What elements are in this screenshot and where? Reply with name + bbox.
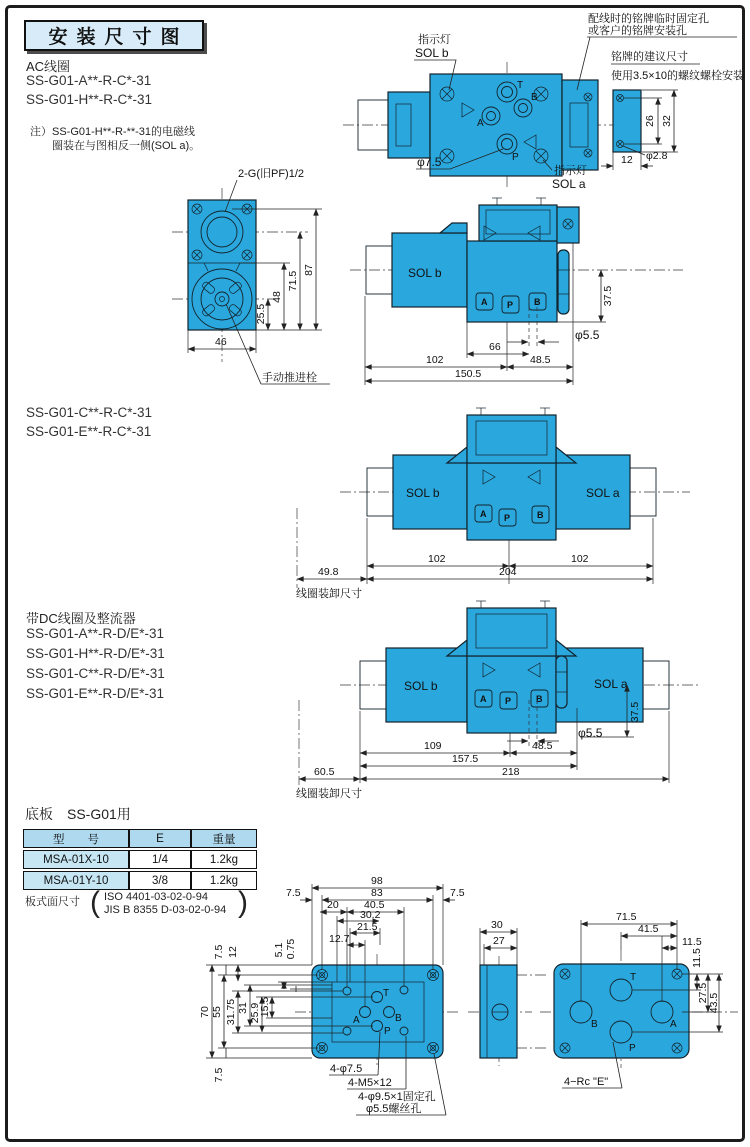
port-label-p: P [384, 1026, 391, 1037]
indicator-a-label: 指示灯 [554, 165, 587, 177]
dim-label: 27.5 [697, 982, 709, 1004]
sol-a-label: SOL a [594, 677, 628, 691]
dim-label: 43.5 [708, 992, 720, 1014]
dim-label: 32 [661, 115, 673, 127]
hole-dia-label: φ7.5 [417, 155, 442, 169]
dim-label: 48.5 [530, 354, 551, 366]
dim-label: 25.5 [255, 303, 267, 325]
standard-iso: ISO 4401-03-02-0-94 [104, 891, 208, 903]
dim-label: 40.5 [364, 899, 385, 911]
page-title: 安装尺寸图 [48, 27, 189, 48]
ac-model-1: SS-G01-A**-R-C*-31 [26, 73, 152, 88]
cell-weight: 1.2kg [191, 871, 257, 890]
dim-label: 157.5 [452, 753, 479, 765]
dim-label: 66 [489, 341, 501, 353]
cell-model: MSA-01X-10 [23, 850, 129, 869]
dc-heading: 带DC线圈及整流器 [26, 611, 136, 626]
table-row [23, 871, 257, 890]
port-label-a: A [670, 1019, 677, 1030]
subplate-heading: 底板 SS-G01用 [25, 806, 131, 822]
indicator-b-label: 指示灯 [418, 34, 451, 46]
port-label-t: T [383, 988, 390, 999]
indicator-b-sol: SOL b [415, 46, 449, 60]
plate-ann-fix1: 4-φ9.5×1固定孔 [358, 1091, 436, 1103]
hole-dia-label: φ5.5 [578, 726, 603, 740]
dim-label: 46 [215, 336, 227, 348]
dim-label: 11.5 [691, 948, 703, 968]
dim-label: 204 [499, 566, 517, 578]
nameplate-note2: 或客户的铭牌安装孔 [588, 25, 687, 37]
ce-model-2: SS-G01-E**-R-C*-31 [26, 424, 152, 439]
dim-label: 7.5 [286, 887, 301, 899]
dim-label: 12 [227, 946, 239, 958]
dim-label: 7.5 [450, 887, 465, 899]
sol-b-label: SOL b [406, 486, 440, 500]
symbol-a: A [481, 297, 488, 307]
page-title-box [24, 20, 204, 51]
drawing-subplate-face [540, 911, 738, 1088]
dim-label: 41.5 [638, 923, 659, 935]
indicator-a-sol: SOL a [552, 177, 586, 191]
port-label-a: A [477, 118, 484, 129]
dim-label: 31 [237, 1002, 249, 1014]
col-header-e: E [129, 829, 191, 848]
dim-label: 30.2 [360, 909, 381, 921]
sol-a-label: SOL a [586, 486, 620, 500]
hole-dia-label: φ2.8 [646, 150, 668, 162]
plate-ann-screws: 4-M5×12 [348, 1077, 392, 1089]
plate-ann-holes: 4-φ7.5 [330, 1063, 363, 1075]
table-header-row [23, 829, 257, 848]
dim-label: 37.5 [602, 285, 614, 307]
dim-label: 83 [371, 887, 383, 899]
drawing-nameplate-detail [601, 49, 744, 170]
dim-label: 102 [571, 553, 589, 565]
symbol-p: P [504, 513, 511, 523]
symbol-a: A [480, 509, 487, 519]
dim-label: 26 [644, 115, 656, 127]
cell-e: 3/8 [129, 871, 191, 890]
cell-weight: 1.2kg [191, 850, 257, 869]
nameplate-screw-note: 使用3.5×10的螺纹螺栓安装 [611, 70, 744, 82]
drawing-front-view [172, 166, 330, 384]
dim-label: 109 [424, 740, 442, 752]
ac-note-line2: 圈装在与图相反一侧(SOL a)。 [52, 140, 201, 152]
dc-model-4: SS-G01-E**-R-D/E*-31 [26, 686, 165, 701]
dim-label: 12.7 [329, 933, 350, 945]
sol-b-label: SOL b [408, 266, 442, 280]
standard-jis: JIS B 8355 D-03-02-0-94 [104, 904, 227, 916]
dc-model-2: SS-G01-H**-R-D/E*-31 [26, 646, 165, 661]
subplate-table [23, 827, 257, 892]
port-label-p: P [629, 1043, 636, 1054]
dim-label: 102 [426, 354, 444, 366]
port-label-a: A [353, 1015, 360, 1026]
coil-removal-note: 线圈装卸尺寸 [296, 788, 362, 800]
dim-label: 60.5 [314, 766, 335, 778]
port-label-t: T [630, 972, 637, 983]
dim-label: 25.9 [249, 1002, 261, 1024]
dim-label: 218 [502, 766, 520, 778]
rc-port-annotation: 4−Rc "E" [564, 1076, 609, 1088]
table-row [23, 850, 257, 869]
ac-heading: AC线圈 [26, 59, 71, 74]
ac-model-2: SS-G01-H**-R-C*-31 [26, 92, 153, 107]
ac-note-line1: 注）SS-G01-H**-R-**-31的电磁线 [30, 126, 196, 138]
col-header-weight: 重量 [191, 829, 257, 848]
port-label-p: P [512, 152, 519, 163]
coil-removal-note: 线圈装卸尺寸 [296, 588, 362, 600]
dim-label: 71.5 [616, 911, 637, 923]
port-label-t: T [517, 80, 524, 91]
symbol-p: P [505, 696, 512, 706]
dim-label: 11.5 [682, 936, 702, 948]
dim-label: 150.5 [455, 368, 482, 380]
manual-pin-label: 手动推进栓 [262, 372, 317, 384]
port-label-b: B [395, 1013, 402, 1024]
dim-label: 71.5 [287, 270, 299, 292]
symbol-p: P [507, 300, 514, 310]
dim-label: 30 [491, 919, 503, 931]
dim-label: 55 [211, 1006, 223, 1018]
port-label-b: B [531, 92, 538, 103]
dim-label: 102 [428, 553, 446, 565]
dim-label: 87 [303, 264, 315, 276]
ce-model-1: SS-G01-C**-R-C*-31 [26, 405, 153, 420]
dim-label: 0.75 [285, 938, 297, 960]
paren-open: ( [90, 886, 100, 919]
dim-label: 48.5 [532, 740, 553, 752]
cell-model: MSA-01Y-10 [23, 871, 129, 890]
dim-label: 49.8 [318, 566, 339, 578]
nameplate-title: 铭牌的建议尺寸 [611, 51, 688, 63]
dim-label: 20 [327, 899, 339, 911]
sol-b-label: SOL b [404, 679, 438, 693]
dim-label: 7.5 [213, 944, 225, 960]
dim-label: 31.75 [225, 998, 237, 1026]
dim-label: 37.5 [629, 701, 641, 723]
drawing-dc-solenoid [296, 601, 700, 800]
dim-label: 48 [271, 291, 283, 303]
port-size-label: 2-G(旧PF)1/2 [238, 168, 305, 180]
dc-model-3: SS-G01-C**-R-D/E*-31 [26, 666, 165, 681]
dim-label: 70 [199, 1006, 211, 1018]
dc-model-1: SS-G01-A**-R-D/E*-31 [26, 626, 165, 641]
dim-label: 98 [371, 875, 383, 887]
dim-label: 21.5 [357, 921, 378, 933]
plate-ann-fix2: φ5.5螺丝孔 [366, 1103, 422, 1115]
cell-e: 1/4 [129, 850, 191, 869]
col-header-model: 型 号 [23, 829, 129, 848]
paren-close: ) [238, 886, 248, 919]
drawing-double-solenoid [296, 408, 690, 600]
hole-dia-label: φ5.5 [575, 328, 600, 342]
symbol-b: B [537, 510, 544, 520]
drawing-single-solenoid [350, 198, 683, 385]
dim-label: 7.5 [213, 1067, 225, 1083]
symbol-a: A [480, 694, 487, 704]
nameplate-note1: 配线时的铭牌临时固定孔 [588, 13, 709, 25]
dim-label: 12 [621, 154, 633, 166]
dim-label: 27 [493, 935, 505, 947]
symbol-b: B [536, 694, 543, 704]
dim-label: 5.1 [273, 942, 285, 958]
port-label-b: B [591, 1019, 598, 1030]
drawing-top-view [343, 11, 737, 191]
dim-label: 15.5 [259, 996, 271, 1018]
symbol-b: B [534, 297, 541, 307]
drawing-subplate-side [468, 919, 546, 1066]
surface-size-label: 板式面尺寸 [25, 896, 80, 908]
